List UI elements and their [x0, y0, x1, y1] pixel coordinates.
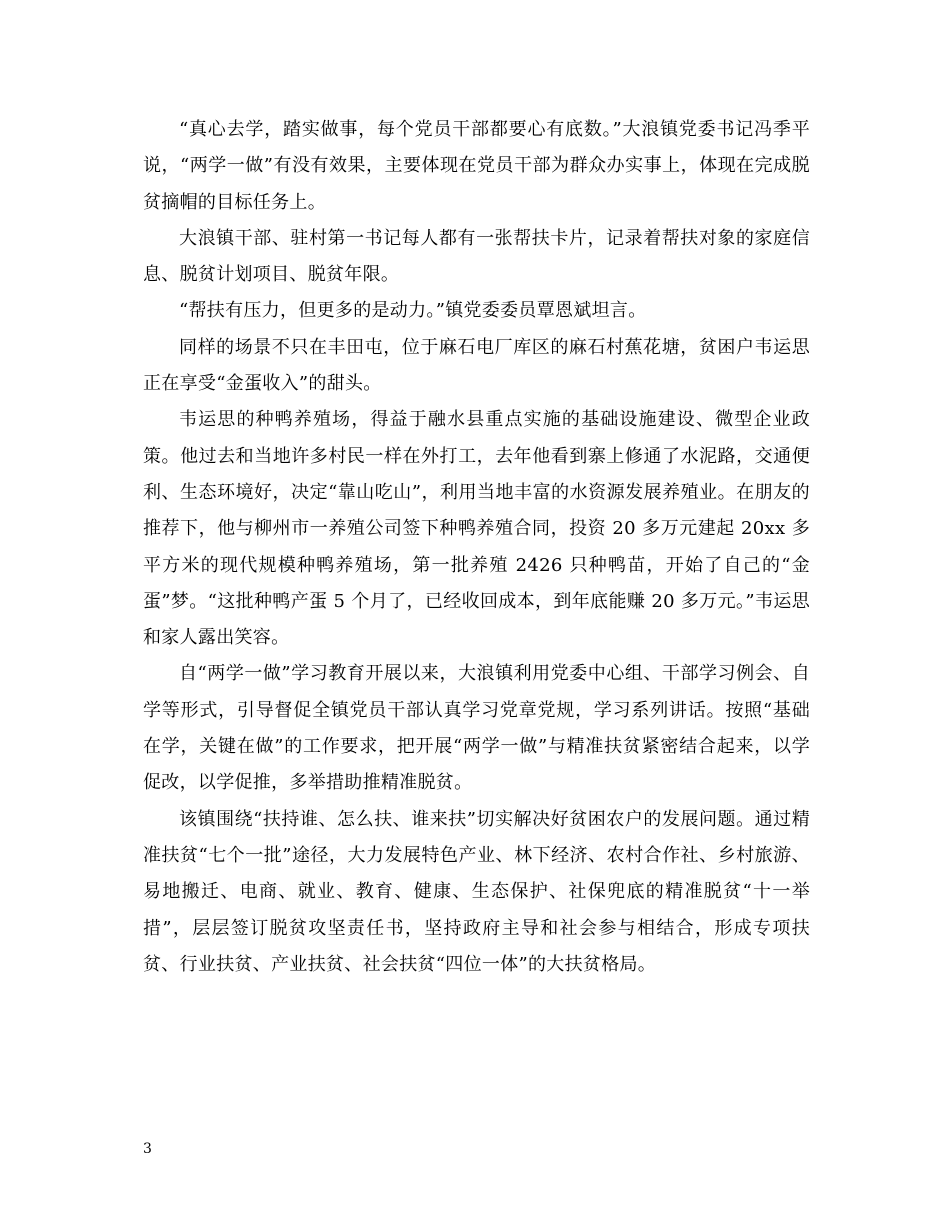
paragraph-4: 同样的场景不只在丰田屯，位于麻石电厂库区的麻石村蕉花塘，贫困户韦运思正在享受“金蛋收入”的甜头。 — [143, 336, 810, 395]
page-number: 3 — [143, 1141, 152, 1157]
paragraph-2: 大浪镇干部、驻村第一书记每人都有一张帮扶卡片，记录着帮扶对象的家庭信息、脱贫计划项目、脱贫年限。 — [143, 227, 810, 286]
paragraph-5: 韦运思的种鸭养殖场，得益于融水县重点实施的基础设施建设、微型企业政策。他过去和当地许多村民一样在外打工，去年他看到寨上修通了水泥路，交通便利、生态环境好，决定“靠山吃山”，利用当地丰富的水资源发展养殖业。在朋友的推荐下，他与柳州市一养殖公司签下种鸭养殖合同，投资 20 多万元建起 20xx 多平方米的现代规模种鸭养殖场，第一批养殖 2426 只种鸭苗，开始了自己的“金蛋”梦。“这批种鸭产蛋 5 个月了，已经收回成本，到年底能赚 20 多万元。”韦运思和家人露出笑容。 — [143, 409, 810, 649]
paragraph-3: “帮扶有压力，但更多的是动力。”镇党委委员覃恩斌坦言。 — [179, 300, 647, 322]
document-body — [143, 112, 810, 983]
paragraph-1: “真心去学，踏实做事，每个党员干部都要心有底数。”大浪镇党委书记冯季平说，“两学一做”有没有效果，主要体现在党员干部为群众办实事上，体现在完成脱贫摘帽的目标任务上。 — [143, 119, 810, 213]
paragraph-6: 自“两学一做”学习教育开展以来，大浪镇利用党委中心组、干部学习例会、自学等形式，引导督促全镇党员干部认真学习党章党规，学习系列讲话。按照“基础在学，关键在做”的工作要求，把开展“两学一做”与精准扶贫紧密结合起来，以学促改，以学促推，多举措助推精准脱贫。 — [143, 663, 810, 794]
paragraph-7: 该镇围绕“扶持谁、怎么扶、谁来扶”切实解决好贫困农户的发展问题。通过精准扶贫“七个一批”途径，大力发展特色产业、林下经济、农村合作社、乡村旅游、易地搬迁、电商、就业、教育、健康、生态保护、社保兜底的精准脱贫“十一举措”，层层签订脱贫攻坚责任书，坚持政府主导和社会参与相结合，形成专项扶贫、行业扶贫、产业扶贫、社会扶贫“四位一体”的大扶贫格局。 — [143, 808, 810, 975]
